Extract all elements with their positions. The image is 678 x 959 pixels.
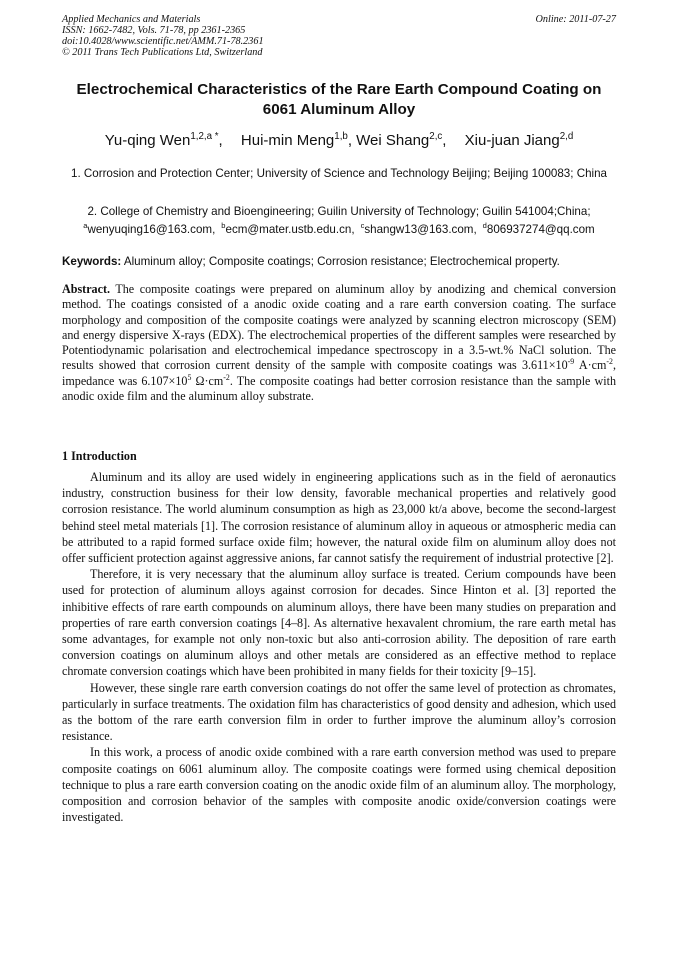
keywords-text: Aluminum alloy; Composite coatings; Corrosion resistance; Electrochemical property. [121,255,560,268]
author-name: Wei Shang [356,132,430,149]
abstract-text: . The composite coatings had better corrosion resistance than the sample with anodic oxide film and the aluminum alloy substrate. [62,373,616,404]
email-address[interactable]: 806937274@qq.com [486,223,595,236]
doi-line: doi:10.4028/www.scientific.net/AMM.71-78.2361 [62,36,264,47]
email-list [62,222,616,238]
abstract [62,282,616,404]
journal-name: Applied Mechanics and Materials [62,14,201,25]
affiliation-2: 2. College of Chemistry and Bioengineering; Guilin University of Technology; Guilin 541004;China; [87,205,591,218]
keywords-label: Keywords: [62,255,122,268]
online-date: Online: 2011-07-27 [535,14,616,25]
affiliation-1: 1. Corrosion and Protection Center; University of Science and Technology Beijing; Beijing 100083; China [71,167,607,180]
author-separator: , [218,132,223,149]
abstract-text: The composite coatings were prepared on aluminum alloy by anodizing and chemical conversion method. The coatings consisted of a anodic oxide coating and a rare earth conversion coating. The surface morphology and composition of the composite coatings were analyzed by scanning electron microscopy (SEM) and energy dispersive X-rays (EDX). The electrochemical properties of the different samples were researched by Potentiodynamic polarisation and electrochemical impedance spectroscopy in a 3.5-wt.% NaCl solution. The results showed that corrosion current density of the sample with composite coatings was 3.611×10 [62,282,616,373]
author-list [58,131,620,151]
author-affiliation-marker: 2,c [429,131,443,142]
email-separator: , [351,223,355,236]
paragraph: However, these single rare earth conversion coatings do not offer the same level of protection as chromates, particularly in surface treatments. The oxidation film has characteristics of good density and adhesion, which used as the bottom of the rare earth conversion film in order to further improve the aluminum alloy’s corrosion resistance. [62,680,616,744]
abstract-exponent: -2 [606,357,613,367]
email-address[interactable]: ecm@mater.ustb.edu.cn [225,223,352,236]
abstract-text: Ω·cm [191,373,224,388]
abstract-text: A·cm [574,358,607,373]
email-address[interactable]: wenyuqing16@163.com [87,223,213,236]
abstract-exponent: 5 [187,372,192,382]
email-marker: b [221,221,226,231]
copyright-line: © 2011 Trans Tech Publications Ltd, Switzerland [62,47,263,58]
email-address[interactable]: shangw13@163.com [364,223,474,236]
issn-line: ISSN: 1662-7482, Vols. 71-78, pp 2361-2365 [62,25,246,36]
author-separator: , [347,132,352,149]
abstract-text: , impedance was 6.107×10 [62,358,616,388]
email-marker: c [360,221,365,231]
email-marker: d [482,221,487,231]
introduction-body [62,469,616,825]
author-name: Xiu-juan Jiang [464,132,560,149]
email-separator: , [473,223,477,236]
author-separator: , [442,132,447,149]
paragraph: Aluminum and its alloy are used widely in engineering applications such as in the field of aeronautics industry, construction business for their low density, favorable mechanical properties and relatively good corrosion resistance. The world aluminum consumption as high as 23,000 kt/a above, become the second-largest behind steel metal materials [1]. The corrosion resistance of aluminum alloy in aqueous or atmospheric media can be attributed to a rapid formed surface oxide film; however, the natural oxide film on aluminum alloy does not offer sufficient protection against aggressive anions, far cannot satisfy the requirement of industrial protective [2]. [62,470,616,566]
paragraph: Therefore, it is very necessary that the aluminum alloy surface is treated. Cerium compounds have been used for protection of aluminum alloys against corrosion for decades. Since Hinton et al. [3] reported the inhibitive effects of rare earth compounds on aluminum alloys, there have been many studies on preparation and properties of rare earth conversion coatings [4–8]. As alternative hexavalent chromium, the rare earth metal has some advantages, for example not only non-toxic but also anti-corrosion ability. The deposition of rare earth conversion coatings on aluminum alloys and other metals are considered as an effective method to replace chromate conversion coatings which have been prohibited in many fields for their toxicity [9–15]. [62,567,616,679]
keywords [62,254,616,269]
section-heading: 1 Introduction [62,449,137,463]
email-separator: , [212,223,216,236]
author-affiliation-marker: 1,2,a * [190,131,219,142]
paragraph: In this work, a process of anodic oxide combined with a rare earth conversion method was used to prepare composite coatings on 6061 aluminum alloy. The composite coatings were formed using chemical deposition technique to plus a rare earth conversion coating on the anodic oxide film of an aluminum alloy. The morphology, composition and corrosion behavior of the samples with composite anodic oxide/conversion coatings were investigated. [62,745,616,825]
author-affiliation-marker: 1,b [334,131,348,142]
author-name: Yu-qing Wen [104,132,191,149]
email-marker: a [83,221,88,231]
paper-title: Electrochemical Characteristics of the Rare Earth Compound Coating on 6061 Aluminum Alloy [76,81,602,118]
abstract-label: Abstract. [62,282,111,296]
journal-header [62,14,264,58]
author-name: Hui-min Meng [240,132,335,149]
author-affiliation-marker: 2,d [559,131,574,142]
abstract-exponent: -9 [567,357,575,367]
abstract-exponent: -2 [223,372,230,382]
